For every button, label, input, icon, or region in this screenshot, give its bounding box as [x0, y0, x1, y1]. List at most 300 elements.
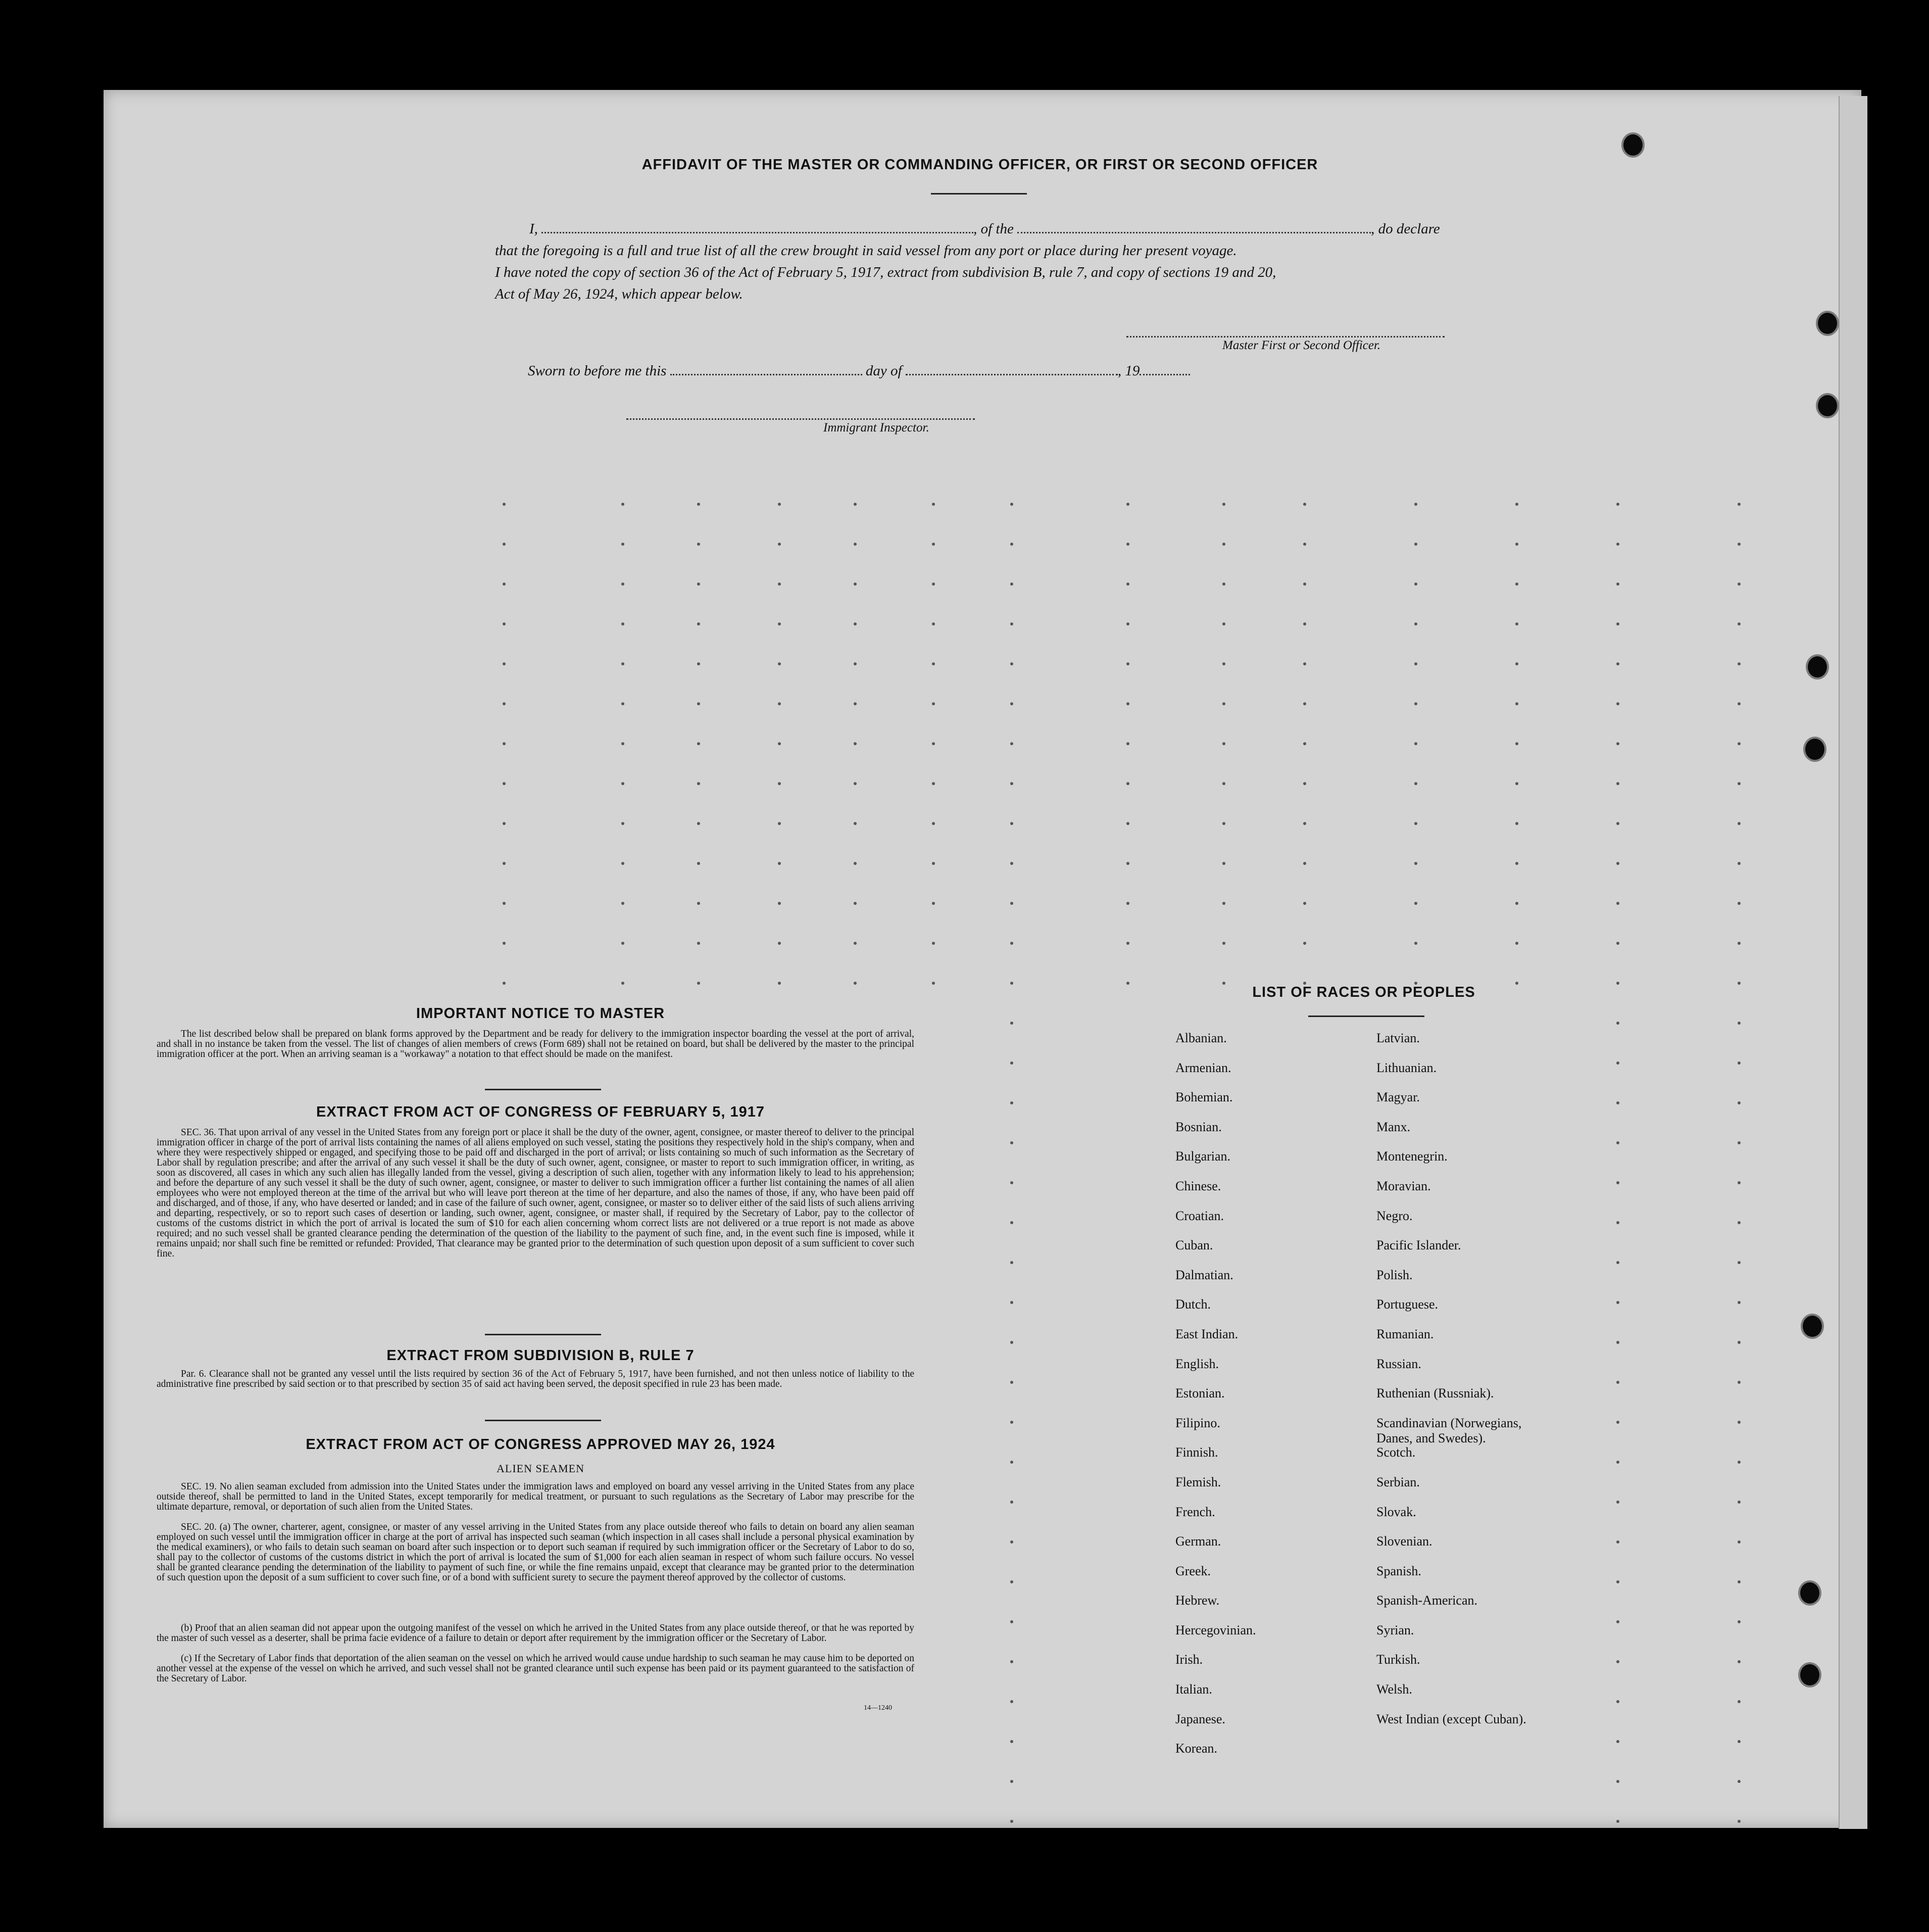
form-number: 14—1240	[864, 1704, 892, 1712]
bleed-through-dot	[1303, 902, 1306, 905]
bleed-through-dot	[1515, 862, 1518, 865]
bleed-through-dot	[1616, 1141, 1619, 1144]
bleed-through-dot	[1126, 902, 1129, 905]
bleed-through-dot	[932, 503, 935, 506]
race-item: Welsh.	[1376, 1682, 1412, 1697]
race-item: Pacific Islander.	[1376, 1238, 1461, 1253]
bleed-through-dot	[1010, 942, 1013, 945]
punch-hole	[1621, 132, 1645, 158]
bleed-through-dot	[1515, 822, 1518, 825]
race-item: Dutch.	[1175, 1297, 1211, 1312]
bleed-through-dot	[1616, 862, 1619, 865]
bleed-through-dot	[1303, 583, 1306, 586]
bleed-through-dot	[1222, 543, 1225, 546]
bleed-through-dot	[503, 822, 506, 825]
bleed-through-dot	[621, 862, 624, 865]
extract-rule7-rule	[485, 1420, 601, 1421]
bleed-through-dot	[1738, 1221, 1741, 1224]
affidavit-title-rule	[931, 193, 1027, 195]
bleed-through-dot	[854, 702, 857, 705]
bleed-through-dot	[1414, 583, 1417, 586]
bleed-through-dot	[1616, 1461, 1619, 1464]
bleed-through-dot	[854, 982, 857, 985]
bleed-through-dot	[621, 782, 624, 785]
bleed-through-dot	[1616, 1381, 1619, 1384]
bleed-through-dot	[1126, 782, 1129, 785]
bleed-through-dot	[1738, 902, 1741, 905]
bleed-through-dot	[932, 742, 935, 745]
bleed-through-dot	[1515, 782, 1518, 785]
bleed-through-dot	[1616, 1820, 1619, 1823]
bleed-through-dot	[778, 503, 781, 506]
race-item: Albanian.	[1175, 1031, 1227, 1045]
bleed-through-dot	[697, 702, 700, 705]
bleed-through-dot	[1010, 583, 1013, 586]
bleed-through-dot	[1738, 583, 1741, 586]
bleed-through-dot	[1222, 503, 1225, 506]
bleed-through-dot	[1738, 1780, 1741, 1783]
race-item: West Indian (except Cuban).	[1376, 1711, 1526, 1726]
extract-1924-sec20b: (b) Proof that an alien seaman did not appear upon the outgoing manifest of the vessel on which he arrived in the United States from any place outside thereof, or that he was reported by the master of such vessel as a deserter, shall be prima facie evidence of a failure to detain or deport after requirement by the immigration officer or the Secretary of Labor.	[157, 1623, 914, 1644]
bleed-through-dot	[621, 702, 624, 705]
bleed-through-dot	[1515, 622, 1518, 625]
bleed-through-dot	[1738, 982, 1741, 985]
bleed-through-dot	[1303, 503, 1306, 506]
bleed-through-dot	[1738, 1061, 1741, 1065]
race-item: Finnish.	[1175, 1445, 1218, 1460]
affidavit-line-4: Act of May 26, 1924, which appear below.	[495, 286, 743, 302]
bleed-through-dot	[1010, 1101, 1013, 1104]
bleed-through-dot	[1010, 742, 1013, 745]
bleed-through-dot	[1738, 1421, 1741, 1424]
bleed-through-dot	[1126, 702, 1129, 705]
extract-1917-rule	[485, 1334, 601, 1335]
bleed-through-dot	[1126, 543, 1129, 546]
bleed-through-dot	[1738, 1341, 1741, 1344]
race-item: French.	[1175, 1504, 1215, 1519]
races-left-column	[1175, 1031, 1256, 1771]
bleed-through-dot	[1222, 583, 1225, 586]
sworn-year-field[interactable]	[1140, 364, 1190, 375]
race-item: Cuban.	[1175, 1238, 1213, 1253]
bleed-through-dot	[1616, 1501, 1619, 1504]
bleed-through-dot	[1010, 1620, 1013, 1623]
bleed-through-dot	[1616, 1101, 1619, 1104]
bleed-through-dot	[778, 902, 781, 905]
bleed-through-dot	[503, 583, 506, 586]
bleed-through-dot	[1616, 1740, 1619, 1743]
extract-rule7-text: Par. 6. Clearance shall not be granted any vessel until the lists required by section 36 of the Act of February 5, 1917, have been furnished, and not then unless notice of liability to the administrative fine prescribed by said section or to that prescribed by section 35 of said act having been served, the deposit specified in rule 23 has been made.	[157, 1369, 914, 1389]
extract-1917-text: SEC. 36. That upon arrival of any vessel in the United States from any foreign port or place it shall be the duty of the owner, agent, consignee, or master thereof to deliver to the principal immigration officer in charge of the port of arrival lists containing the names of all aliens employed on such vessel, stating the positions they respectively hold in the ship's company, when and where they were respectively shipped or engaged, and specifying those to be paid off and discharged in the port of arrival; or lists containing so much of such information as the Secretary of Labor shall by regulation prescribe; and after the arrival of any such vessel it shall be the duty of such owner, agent, consignee, or master to report to such immigration officer, in writing, as soon as discovered, all cases in which any such alien has illegally landed from the vessel, giving a description of such alien, together with any information likely to lead to his apprehension; and before the departure of any such vessel it shall be the duty of such owner, agent, consignee, or master to deliver to such immigration officer a further list containing the names of all alien employees who were not employed thereon at the time of the arrival but who will leave port thereon at the time of her departure, and also the names of those, if any, who have been paid off and discharged, and of those, if any, who have deserted or landed; and in case of the failure of such owner, agent, consignee, or master so to deliver either of the said lists of such aliens arriving and departing, respectively, or so to report such cases of desertion or landing, such owner, agent, consignee, or master shall, if required by the Secretary of Labor, pay to the collector of customs of the customs district in which the port of arrival is located the sum of $10 for each alien concerning whom correct lists are not delivered or a true report is not made as above required; and no such vessel shall be granted clearance pending the determination of the question of the liability to the payment of such fine, and, in the event such fine is imposed, while it remains unpaid; nor shall such fine be remitted or refunded: Provided, That clearance may be granted prior to the determination of such question upon deposit of a sum sufficient to cover such fine.	[157, 1127, 914, 1259]
bleed-through-dot	[1515, 902, 1518, 905]
extract-1917-title: EXTRACT FROM ACT OF CONGRESS OF FEBRUARY 5, 1917	[316, 1104, 765, 1120]
bleed-through-dot	[1738, 1580, 1741, 1583]
bleed-through-dot	[1010, 1461, 1013, 1464]
bleed-through-dot	[1616, 942, 1619, 945]
bleed-through-dot	[1010, 1261, 1013, 1264]
bleed-through-dot	[778, 583, 781, 586]
bleed-through-dot	[1738, 862, 1741, 865]
bleed-through-dot	[932, 822, 935, 825]
bleed-through-dot	[1222, 702, 1225, 705]
bleed-through-dot	[1738, 1101, 1741, 1104]
bleed-through-dot	[1414, 902, 1417, 905]
bleed-through-dot	[697, 742, 700, 745]
race-item: Magyar.	[1376, 1090, 1420, 1105]
bleed-through-dot	[1010, 702, 1013, 705]
bleed-through-dot	[1010, 1780, 1013, 1783]
bleed-through-dot	[1616, 982, 1619, 985]
race-item: Moravian.	[1376, 1178, 1431, 1193]
bleed-through-dot	[503, 543, 506, 546]
bleed-through-dot	[778, 942, 781, 945]
extract-1924-title: EXTRACT FROM ACT OF CONGRESS APPROVED MAY 26, 1924	[306, 1436, 775, 1453]
bleed-through-dot	[1738, 1181, 1741, 1184]
bleed-through-dot	[932, 662, 935, 665]
race-item: Spanish.	[1376, 1563, 1421, 1578]
bleed-through-dot	[503, 622, 506, 625]
bleed-through-dot	[1616, 1580, 1619, 1583]
affidavit-line-3: I have noted the copy of section 36 of the Act of February 5, 1917, extract from subdivision B, rule 7, and copy of sections 19 and 20,	[495, 264, 1276, 280]
bleed-through-dot	[1126, 583, 1129, 586]
bleed-through-dot	[1616, 1700, 1619, 1703]
bleed-through-dot	[1010, 1740, 1013, 1743]
bleed-through-dot	[932, 543, 935, 546]
bleed-through-dot	[1515, 583, 1518, 586]
bleed-through-dot	[932, 782, 935, 785]
bleed-through-dot	[1126, 822, 1129, 825]
bleed-through-dot	[1515, 702, 1518, 705]
affidavit-title: AFFIDAVIT OF THE MASTER OR COMMANDING OFFICER, OR FIRST OR SECOND OFFICER	[641, 157, 1318, 173]
race-item: Montenegrin.	[1376, 1149, 1448, 1164]
bleed-through-dot	[778, 862, 781, 865]
bleed-through-dot	[503, 982, 506, 985]
bleed-through-dot	[1738, 742, 1741, 745]
race-item: East Indian.	[1175, 1326, 1239, 1341]
vessel-name-field[interactable]	[1017, 222, 1371, 233]
declarant-name-field[interactable]	[541, 222, 973, 233]
bleed-through-dot	[1222, 782, 1225, 785]
bleed-through-dot	[621, 742, 624, 745]
bleed-through-dot	[1738, 942, 1741, 945]
bleed-through-dot	[778, 702, 781, 705]
bleed-through-dot	[697, 822, 700, 825]
bleed-through-dot	[1738, 1261, 1741, 1264]
bleed-through-dot	[778, 822, 781, 825]
bleed-through-dot	[1222, 662, 1225, 665]
bleed-through-dot	[1126, 742, 1129, 745]
race-item: Scotch.	[1376, 1445, 1416, 1460]
bleed-through-dot	[1738, 1501, 1741, 1504]
bleed-through-dot	[854, 503, 857, 506]
bleed-through-dot	[503, 902, 506, 905]
bleed-through-dot	[621, 662, 624, 665]
bleed-through-dot	[1222, 742, 1225, 745]
bleed-through-dot	[1010, 1022, 1013, 1025]
bleed-through-dot	[1010, 1301, 1013, 1304]
race-item: Turkish.	[1376, 1652, 1420, 1667]
bleed-through-dot	[1222, 862, 1225, 865]
race-item: Scandinavian (Norwegians, Danes, and Swedes).	[1376, 1415, 1522, 1445]
race-item: Bulgarian.	[1175, 1149, 1231, 1164]
races-title: LIST OF RACES OR PEOPLES	[1252, 984, 1475, 1000]
race-item: Serbian.	[1376, 1474, 1420, 1489]
bleed-through-dot	[932, 622, 935, 625]
bleed-through-dot	[854, 862, 857, 865]
race-item: Dalmatian.	[1175, 1267, 1233, 1282]
race-item: Russian.	[1376, 1356, 1421, 1371]
race-item: Korean.	[1175, 1741, 1218, 1756]
bleed-through-dot	[503, 862, 506, 865]
punch-hole	[1798, 1580, 1821, 1606]
bleed-through-dot	[1010, 1820, 1013, 1823]
do-declare-label: , do declare	[1371, 221, 1440, 237]
bleed-through-dot	[503, 662, 506, 665]
bleed-through-dot	[1616, 583, 1619, 586]
bleed-through-dot	[932, 982, 935, 985]
bleed-through-dot	[778, 622, 781, 625]
bleed-through-dot	[1010, 862, 1013, 865]
bleed-through-dot	[1738, 782, 1741, 785]
race-item: Slovenian.	[1376, 1534, 1432, 1549]
affidavit-declaration-line	[529, 221, 1440, 237]
race-item: Polish.	[1376, 1267, 1413, 1282]
bleed-through-dot	[1010, 1580, 1013, 1583]
year-prefix: , 19	[1117, 363, 1140, 379]
bleed-through-dot	[697, 662, 700, 665]
bleed-through-dot	[1126, 982, 1129, 985]
bleed-through-dot	[1616, 622, 1619, 625]
bleed-through-dot	[932, 902, 935, 905]
bleed-through-dot	[854, 782, 857, 785]
bleed-through-dot	[697, 782, 700, 785]
bleed-through-dot	[1303, 942, 1306, 945]
bleed-through-dot	[621, 902, 624, 905]
bleed-through-dot	[1738, 1461, 1741, 1464]
bleed-through-dot	[932, 862, 935, 865]
bleed-through-dot	[778, 742, 781, 745]
inspector-signature-label: Immigrant Inspector.	[823, 421, 929, 434]
bleed-through-dot	[1010, 1660, 1013, 1663]
day-of-label: day of	[865, 363, 902, 379]
bleed-through-dot	[1616, 662, 1619, 665]
bleed-through-dot	[697, 942, 700, 945]
race-item: Armenian.	[1175, 1060, 1231, 1075]
bleed-through-dot	[778, 782, 781, 785]
races-title-rule	[1308, 1016, 1424, 1017]
bleed-through-dot	[1738, 822, 1741, 825]
bleed-through-dot	[1414, 702, 1417, 705]
bleed-through-dot	[1222, 902, 1225, 905]
bleed-through-dot	[1616, 1022, 1619, 1025]
race-item: Bohemian.	[1175, 1090, 1233, 1105]
bleed-through-dot	[1616, 543, 1619, 546]
notice-rule	[485, 1089, 601, 1090]
affidavit-line-2: that the foregoing is a full and true list of all the crew brought in said vessel from any port or place during her present voyage.	[495, 243, 1237, 259]
bleed-through-dot	[1126, 862, 1129, 865]
bleed-through-dot	[1515, 503, 1518, 506]
bleed-through-dot	[1010, 1381, 1013, 1384]
extract-1924-sec19: SEC. 19. No alien seaman excluded from admission into the United States under the immigration laws and employed on board any vessel arriving in the United States from any place outside thereof, shall be permitted to land in the United States, except temporarily for medical treatment, or pursuant to such regulations as the Secretary of Labor may prescribe for the ultimate departure, removal, or deportation of such alien from the United States.	[157, 1481, 914, 1512]
punch-hole	[1806, 654, 1829, 680]
extract-1924-sec20c: (c) If the Secretary of Labor finds that deportation of the alien seaman on the vessel on which he arrived would cause undue hardship to such seaman he may cause him to be deported on another vessel at the expense of the vessel on which he arrived, and such vessel shall not be granted clearance until such expense has been paid or its payment guaranteed to the satisfaction of the Secretary of Labor.	[157, 1653, 914, 1684]
bleed-through-dot	[503, 702, 506, 705]
bleed-through-dot	[932, 583, 935, 586]
bleed-through-dot	[1222, 622, 1225, 625]
bleed-through-dot	[1738, 1820, 1741, 1823]
bleed-through-dot	[1010, 1221, 1013, 1224]
bleed-through-dot	[621, 982, 624, 985]
race-item: Japanese.	[1175, 1711, 1225, 1726]
bleed-through-dot	[1738, 1141, 1741, 1144]
bleed-through-dot	[697, 622, 700, 625]
race-item: Irish.	[1175, 1652, 1203, 1667]
bleed-through-dot	[1616, 1061, 1619, 1065]
bleed-through-dot	[1010, 782, 1013, 785]
bleed-through-dot	[1616, 822, 1619, 825]
bleed-through-dot	[1738, 1301, 1741, 1304]
bleed-through-dot	[1303, 782, 1306, 785]
bleed-through-dot	[932, 942, 935, 945]
bleed-through-dot	[1738, 662, 1741, 665]
punch-hole	[1803, 737, 1826, 762]
master-signature-line[interactable]	[1126, 336, 1445, 337]
bleed-through-dot	[854, 742, 857, 745]
bleed-through-dot	[1515, 543, 1518, 546]
bleed-through-dot	[1738, 622, 1741, 625]
bleed-through-dot	[1414, 742, 1417, 745]
bleed-through-dot	[1738, 503, 1741, 506]
bleed-through-dot	[1414, 503, 1417, 506]
bleed-through-dot	[854, 822, 857, 825]
bleed-through-dot	[854, 543, 857, 546]
bleed-through-dot	[1515, 742, 1518, 745]
bleed-through-dot	[1738, 1381, 1741, 1384]
underlying-page-edge	[1839, 96, 1867, 1829]
bleed-through-dot	[503, 503, 506, 506]
sworn-line	[528, 363, 1190, 379]
bleed-through-dot	[1616, 702, 1619, 705]
bleed-through-dot	[621, 543, 624, 546]
extract-1924-subtitle: ALIEN SEAMEN	[497, 1462, 584, 1475]
race-item: Greek.	[1175, 1563, 1211, 1578]
race-item: Italian.	[1175, 1682, 1212, 1697]
race-item: Estonian.	[1175, 1386, 1225, 1401]
bleed-through-dot	[1222, 822, 1225, 825]
bleed-through-dot	[697, 583, 700, 586]
race-item: Spanish-American.	[1376, 1593, 1478, 1608]
bleed-through-dot	[1010, 1341, 1013, 1344]
sworn-day-field[interactable]	[670, 364, 862, 375]
bleed-through-dot	[1616, 1261, 1619, 1264]
bleed-through-dot	[1616, 782, 1619, 785]
bleed-through-dot	[1126, 942, 1129, 945]
bleed-through-dot	[697, 902, 700, 905]
race-item: Syrian.	[1376, 1622, 1414, 1637]
extract-1924-sec20a: SEC. 20. (a) The owner, charterer, agent, consignee, or master of any vessel arriving in the United States from any place outside thereof who fails to detain on board any alien seaman employed on such vessel until the immigration officer in charge at the port of arrival has inspected such seaman (which inspection in all cases shall include a personal physical examination by the medical examiners), or who fails to detain such seaman on board after such inspection or to deport such seaman if required by such immigration officer or the Secretary of Labor to do so, shall pay to the collector of customs of the customs district in which the port of arrival is located the sum of $1,000 for each alien seaman in respect of whom such failure occurs. No vessel shall be granted clearance pending the determination of the liability to payment of such fine, or while the fine remains unpaid, except that clearance may be granted prior to the determination of such question upon the deposit of a sum sufficient to cover such fine, or of a bond with sufficient surety to secure the payment thereof approved by the collector of customs.	[157, 1522, 914, 1583]
bleed-through-dot	[1303, 702, 1306, 705]
bleed-through-dot	[1616, 1780, 1619, 1783]
bleed-through-dot	[1303, 862, 1306, 865]
bleed-through-dot	[697, 503, 700, 506]
bleed-through-dot	[1738, 702, 1741, 705]
sworn-prefix: Sworn to before me this	[528, 363, 667, 379]
extract-rule7-title: EXTRACT FROM SUBDIVISION B, RULE 7	[386, 1347, 695, 1364]
bleed-through-dot	[1738, 1700, 1741, 1703]
bleed-through-dot	[1010, 1421, 1013, 1424]
bleed-through-dot	[932, 702, 935, 705]
bleed-through-dot	[778, 662, 781, 665]
race-item: Lithuanian.	[1376, 1060, 1437, 1075]
punch-hole	[1816, 311, 1839, 336]
race-item: Latvian.	[1376, 1031, 1420, 1045]
bleed-through-dot	[1126, 622, 1129, 625]
bleed-through-dot	[1414, 782, 1417, 785]
bleed-through-dot	[1616, 1181, 1619, 1184]
bleed-through-dot	[621, 942, 624, 945]
bleed-through-dot	[1303, 622, 1306, 625]
bleed-through-dot	[1010, 902, 1013, 905]
inspector-signature-line[interactable]	[626, 418, 975, 420]
race-item: Ruthenian (Russniak).	[1376, 1386, 1494, 1401]
notice-title: IMPORTANT NOTICE TO MASTER	[416, 1005, 665, 1022]
bleed-through-dot	[1738, 1740, 1741, 1743]
bleed-through-dot	[1738, 1620, 1741, 1623]
race-item: Manx.	[1376, 1119, 1411, 1134]
bleed-through-dot	[778, 543, 781, 546]
race-item: Bosnian.	[1175, 1119, 1222, 1134]
bleed-through-dot	[1010, 622, 1013, 625]
bleed-through-dot	[1303, 543, 1306, 546]
race-item: Portuguese.	[1376, 1297, 1439, 1312]
bleed-through-dot	[1126, 503, 1129, 506]
bleed-through-dot	[621, 622, 624, 625]
bleed-through-dot	[1414, 822, 1417, 825]
bleed-through-dot	[1616, 902, 1619, 905]
bleed-through-dot	[1010, 982, 1013, 985]
bleed-through-dot	[1222, 942, 1225, 945]
bleed-through-dot	[1010, 822, 1013, 825]
bleed-through-dot	[1616, 1221, 1619, 1224]
bleed-through-dot	[854, 622, 857, 625]
punch-hole	[1816, 393, 1839, 418]
races-right-column	[1376, 1031, 1558, 1741]
bleed-through-dot	[1616, 1301, 1619, 1304]
bleed-through-dot	[503, 782, 506, 785]
race-item: Flemish.	[1175, 1474, 1221, 1489]
bleed-through-dot	[1738, 1022, 1741, 1025]
race-item: Chinese.	[1175, 1178, 1221, 1193]
bleed-through-dot	[1616, 503, 1619, 506]
bleed-through-dot	[1738, 1540, 1741, 1543]
bleed-through-dot	[1414, 622, 1417, 625]
bleed-through-dot	[621, 503, 624, 506]
bleed-through-dot	[1303, 822, 1306, 825]
bleed-through-dot	[1010, 1540, 1013, 1543]
bleed-through-dot	[1414, 662, 1417, 665]
of-the-label: , of the	[973, 221, 1014, 237]
bleed-through-dot	[697, 982, 700, 985]
notice-text: The list described below shall be prepared on blank forms approved by the Department and be ready for delivery to the immigration inspector boarding the vessel at the port of arrival, and shall in no instance be taken from the vessel. The list of changes of alien members of crews (Form 689) shall not be retained on board, but shall be delivered by the master to the principal immigration officer at the port. When an arriving seaman is a "workaway" a notation to that effect should be made on the manifest.	[157, 1029, 914, 1059]
bleed-through-dot	[1303, 662, 1306, 665]
bleed-through-dot	[1515, 662, 1518, 665]
sworn-month-field[interactable]	[906, 364, 1118, 375]
punch-hole	[1798, 1662, 1821, 1687]
race-item: Hercegovinian.	[1175, 1622, 1256, 1637]
race-item: Slovak.	[1376, 1504, 1416, 1519]
bleed-through-dot	[1414, 543, 1417, 546]
bleed-through-dot	[621, 583, 624, 586]
